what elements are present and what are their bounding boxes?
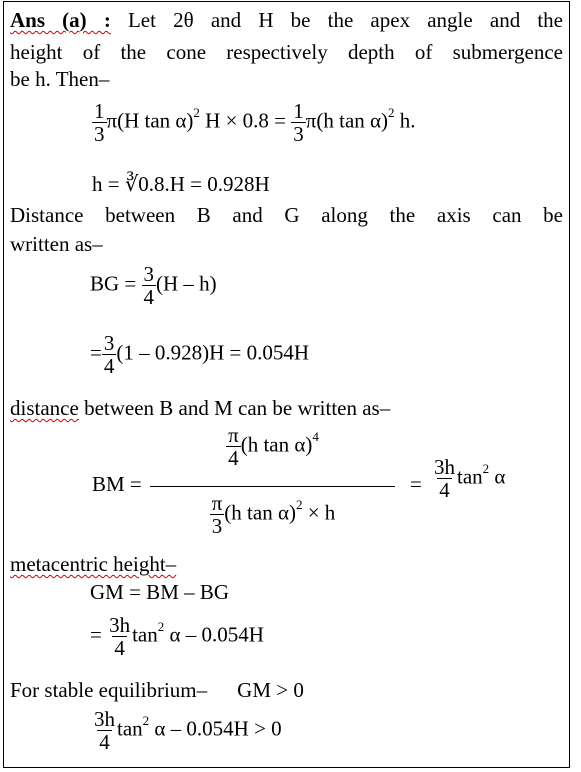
intro-text-1: Let 2θ and H be the apex angle and the [127, 8, 564, 32]
equation-bg-value: = $\frac{3}{4}$ (1 – 0.928)H = 0.054H [90, 331, 310, 379]
equation-gm: GM = BM – BG [90, 580, 230, 604]
bm-fraction-bar [150, 486, 395, 487]
equation-bm: BM = $\frac{\pi}{4}$ (h tan α)$^4$ $\frac{\pi}{3}$ (h tan α)$^2$ × h = $\frac{3h}{4}$ $\tan^2 \alpha$ [92, 423, 506, 539]
stable-equilibrium-line: For stable equilibrium– GM > 0 [10, 678, 304, 702]
bm-result: $\frac{3h}{4}$ $\tan^2 \alpha$ [434, 455, 506, 503]
metacentric-heading: metacentric height– [10, 552, 177, 576]
distance-bg-line-1: Distance between B and G along the axis can be [10, 203, 563, 227]
intro-line-1 [10, 8, 563, 32]
equation-stability-condition: $\frac{3h}{4}$ $\tan^2 \alpha - 0.054H > 0$ [94, 707, 282, 755]
bm-numerator: $\frac{\pi}{4}$ (h tan α)$^4$ [228, 423, 319, 471]
fraction-one-third: $\frac{1}{3}$ [94, 99, 105, 147]
equation-volume: $\frac{1}{3}$ π(H tan α)$^2$ H × 0.8 = $\frac{1}{3}$ π(h tan α)$^2$ h. [94, 99, 416, 147]
intro-line-2: height of the cone respectively depth of submergence [10, 40, 563, 64]
fraction-one-third-rhs: $\frac{1}{3}$ [293, 99, 304, 147]
distance-bg-line-2: written as– [10, 232, 103, 256]
equation-bg: BG = $\frac{3}{4}$ (H – h) [90, 262, 217, 310]
intro-line-3: be h. Then– [10, 67, 110, 91]
distance-bm-line: distance between B and M can be written as– [10, 396, 391, 420]
equation-h: h = ∛0.8.H = 0.928H [92, 172, 270, 196]
answer-label: Ans (a) : [10, 8, 111, 32]
bm-denominator: $\frac{\pi}{3}$ (h tan α)$^2$ × h [211, 491, 336, 539]
equation-gm-value: = $\frac{3h}{4}$ $\tan^2 \alpha - 0.054H$ [90, 613, 264, 661]
